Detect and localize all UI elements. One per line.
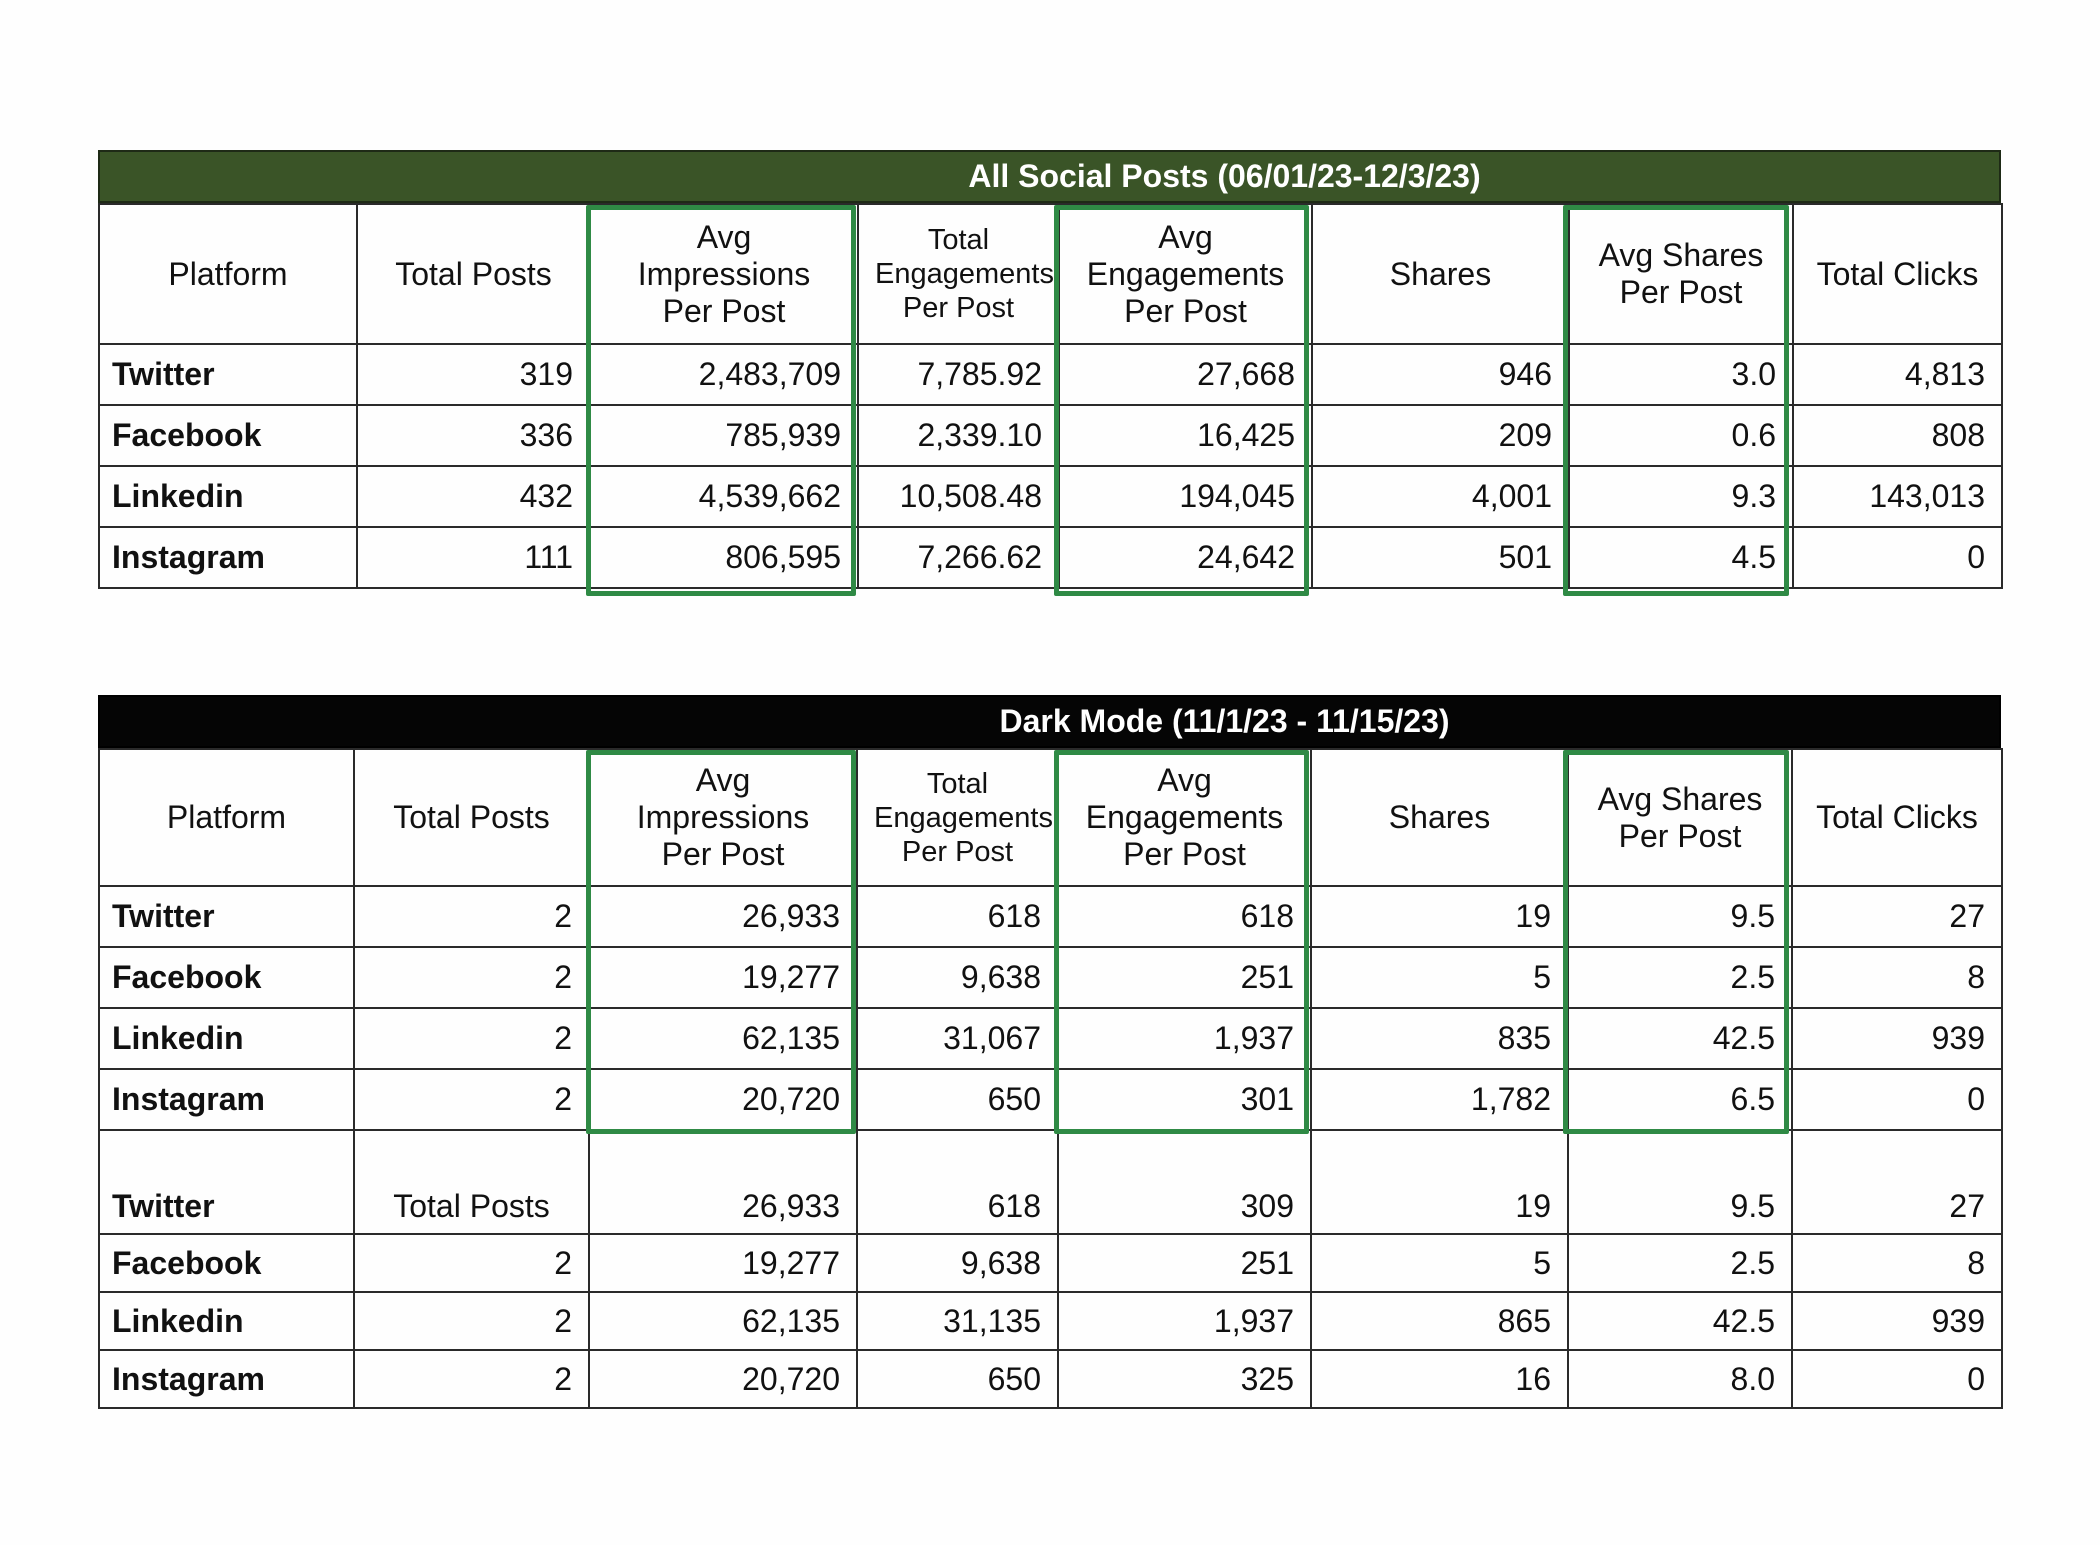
platform-cell: Linkedin (99, 1292, 354, 1350)
table-row (99, 1130, 2002, 1234)
table1-title: All Social Posts (06/01/23-12/3/23) (968, 158, 1481, 194)
table-row (99, 405, 2002, 466)
platform-cell: Linkedin (99, 466, 357, 527)
platform-cell: Twitter (99, 1130, 354, 1234)
col-header-avg-impressions (589, 749, 857, 886)
total-posts-cell: 2 (354, 1292, 589, 1350)
platform-cell: Instagram (99, 1069, 354, 1130)
platform-cell: Facebook (99, 947, 354, 1008)
total-engagements-cell: 10,508.48 (858, 466, 1059, 527)
total-posts-cell: 2 (354, 1350, 589, 1408)
col-header-avg-shares (1568, 749, 1792, 886)
table-row (99, 947, 2002, 1008)
total-clicks-cell: 939 (1792, 1008, 2002, 1069)
avg-engagements-cell: 27,668 (1059, 344, 1312, 405)
col-header-total-clicks: Total Clicks (1792, 749, 2002, 886)
col-header-total-engagements (858, 204, 1059, 344)
shares-cell: 5 (1311, 1234, 1568, 1292)
total-engagements-cell: 31,067 (857, 1008, 1058, 1069)
table-row (99, 1234, 2002, 1292)
col-header-avg-shares (1569, 204, 1793, 344)
col-header-avg-engagements (1059, 204, 1312, 344)
table2-title: Dark Mode (11/1/23 - 11/15/23) (999, 703, 1450, 739)
avg-impressions-cell: 62,135 (589, 1292, 857, 1350)
total-posts-cell: 2 (354, 947, 589, 1008)
total-engagements-cell: 650 (857, 1350, 1058, 1408)
platform-cell: Linkedin (99, 1008, 354, 1069)
total-clicks-cell: 0 (1792, 1069, 2002, 1130)
avg-impressions-cell: 62,135 (589, 1008, 857, 1069)
avg-impressions-cell: 4,539,662 (590, 466, 858, 527)
total-clicks-cell: 939 (1792, 1292, 2002, 1350)
col-header-total-posts: Total Posts (357, 204, 590, 344)
table-row (99, 1008, 2002, 1069)
avg-impressions-cell: 26,933 (589, 1130, 857, 1234)
avg-shares-cell: 0.6 (1569, 405, 1793, 466)
total-posts-cell: 2 (354, 1069, 589, 1130)
avg-engagements-cell: 251 (1058, 947, 1311, 1008)
avg-engagements-cell: 618 (1058, 886, 1311, 947)
avg-impressions-cell: 806,595 (590, 527, 858, 588)
all-social-posts-section (98, 150, 2001, 589)
total-clicks-cell: 4,813 (1793, 344, 2002, 405)
total-posts-cell: 2 (354, 1008, 589, 1069)
total-clicks-cell: 8 (1792, 1234, 2002, 1292)
shares-cell: 501 (1312, 527, 1569, 588)
avg-engagements-cell: 194,045 (1059, 466, 1312, 527)
col-header-text: Total Engagements Per Post (875, 224, 1054, 324)
total-posts-cell: 319 (357, 344, 590, 405)
col-header-total-posts: Total Posts (354, 749, 589, 886)
col-header-total-clicks: Total Clicks (1793, 204, 2002, 344)
col-header-shares: Shares (1312, 204, 1569, 344)
avg-shares-cell: 4.5 (1569, 527, 1793, 588)
total-engagements-cell: 7,785.92 (858, 344, 1059, 405)
col-header-text: Avg Engagements Per Post (1086, 218, 1285, 329)
total-posts-cell: 2 (354, 1234, 589, 1292)
platform-cell: Instagram (99, 527, 357, 588)
avg-engagements-cell: 24,642 (1059, 527, 1312, 588)
avg-shares-cell: 2.5 (1568, 947, 1792, 1008)
avg-impressions-cell: 20,720 (589, 1069, 857, 1130)
avg-shares-cell: 6.5 (1568, 1069, 1792, 1130)
avg-impressions-cell: 2,483,709 (590, 344, 858, 405)
table-row (99, 466, 2002, 527)
total-engagements-cell: 9,638 (857, 947, 1058, 1008)
col-header-text: Avg Shares Per Post (1598, 237, 1764, 310)
avg-engagements-cell: 1,937 (1058, 1008, 1311, 1069)
avg-engagements-cell: 16,425 (1059, 405, 1312, 466)
col-header-platform: Platform (99, 204, 357, 344)
avg-engagements-cell: 309 (1058, 1130, 1311, 1234)
total-engagements-cell: 618 (857, 1130, 1058, 1234)
total-clicks-cell: 808 (1793, 405, 2002, 466)
shares-cell: 946 (1312, 344, 1569, 405)
table1-header-row (99, 204, 2002, 344)
platform-cell: Twitter (99, 344, 357, 405)
col-header-text: Avg Impressions Per Post (636, 762, 810, 872)
shares-cell: 209 (1312, 405, 1569, 466)
avg-shares-cell: 42.5 (1568, 1008, 1792, 1069)
avg-impressions-cell: 26,933 (589, 886, 857, 947)
table2-header-row (99, 749, 2002, 886)
avg-engagements-cell: 301 (1058, 1069, 1311, 1130)
shares-cell: 19 (1311, 1130, 1568, 1234)
avg-shares-cell: 9.5 (1568, 886, 1792, 947)
avg-engagements-cell: 325 (1058, 1350, 1311, 1408)
col-header-avg-impressions (590, 204, 858, 344)
total-engagements-cell: 31,135 (857, 1292, 1058, 1350)
shares-cell: 16 (1311, 1350, 1568, 1408)
avg-shares-cell: 42.5 (1568, 1292, 1792, 1350)
table-row (99, 344, 2002, 405)
total-clicks-cell: 8 (1792, 947, 2002, 1008)
dark-mode-section (98, 695, 2001, 1409)
shares-cell: 1,782 (1311, 1069, 1568, 1130)
avg-shares-cell: 2.5 (1568, 1234, 1792, 1292)
total-posts-cell: 336 (357, 405, 590, 466)
col-header-platform: Platform (99, 749, 354, 886)
table-row (99, 527, 2002, 588)
table-row (99, 1292, 2002, 1350)
table1-title-bar (98, 150, 2001, 203)
avg-shares-cell: 8.0 (1568, 1350, 1792, 1408)
table-row (99, 1069, 2002, 1130)
table-row (99, 886, 2002, 947)
total-clicks-cell: 27 (1792, 1130, 2002, 1234)
shares-cell: 5 (1311, 947, 1568, 1008)
total-engagements-cell: 7,266.62 (858, 527, 1059, 588)
avg-engagements-cell: 251 (1058, 1234, 1311, 1292)
table2-title-bar (98, 695, 2001, 748)
avg-shares-cell: 9.3 (1569, 466, 1793, 527)
total-engagements-cell: 650 (857, 1069, 1058, 1130)
total-clicks-cell: 0 (1792, 1350, 2002, 1408)
col-header-text: Avg Shares Per Post (1597, 780, 1763, 854)
total-posts-cell: Total Posts (354, 1130, 589, 1234)
platform-cell: Instagram (99, 1350, 354, 1408)
dark-mode-table (98, 748, 2003, 1409)
col-header-text: Avg Impressions Per Post (637, 218, 811, 329)
col-header-text: Avg Engagements Per Post (1085, 762, 1284, 872)
col-header-total-engagements (857, 749, 1058, 886)
avg-impressions-cell: 785,939 (590, 405, 858, 466)
total-engagements-cell: 9,638 (857, 1234, 1058, 1292)
avg-shares-cell: 3.0 (1569, 344, 1793, 405)
total-posts-cell: 111 (357, 527, 590, 588)
shares-cell: 835 (1311, 1008, 1568, 1069)
avg-impressions-cell: 19,277 (589, 947, 857, 1008)
platform-cell: Facebook (99, 1234, 354, 1292)
table-row (99, 1350, 2002, 1408)
shares-cell: 4,001 (1312, 466, 1569, 527)
total-clicks-cell: 27 (1792, 886, 2002, 947)
avg-engagements-cell: 1,937 (1058, 1292, 1311, 1350)
total-engagements-cell: 618 (857, 886, 1058, 947)
total-posts-cell: 432 (357, 466, 590, 527)
col-header-text: Total Engagements Per Post (874, 767, 1053, 868)
avg-shares-cell: 9.5 (1568, 1130, 1792, 1234)
col-header-shares: Shares (1311, 749, 1568, 886)
avg-impressions-cell: 19,277 (589, 1234, 857, 1292)
platform-cell: Facebook (99, 405, 357, 466)
shares-cell: 865 (1311, 1292, 1568, 1350)
platform-cell: Twitter (99, 886, 354, 947)
shares-cell: 19 (1311, 886, 1568, 947)
col-header-avg-engagements (1058, 749, 1311, 886)
total-engagements-cell: 2,339.10 (858, 405, 1059, 466)
total-clicks-cell: 143,013 (1793, 466, 2002, 527)
avg-impressions-cell: 20,720 (589, 1350, 857, 1408)
all-social-posts-table (98, 203, 2003, 589)
total-clicks-cell: 0 (1793, 527, 2002, 588)
total-posts-cell: 2 (354, 886, 589, 947)
